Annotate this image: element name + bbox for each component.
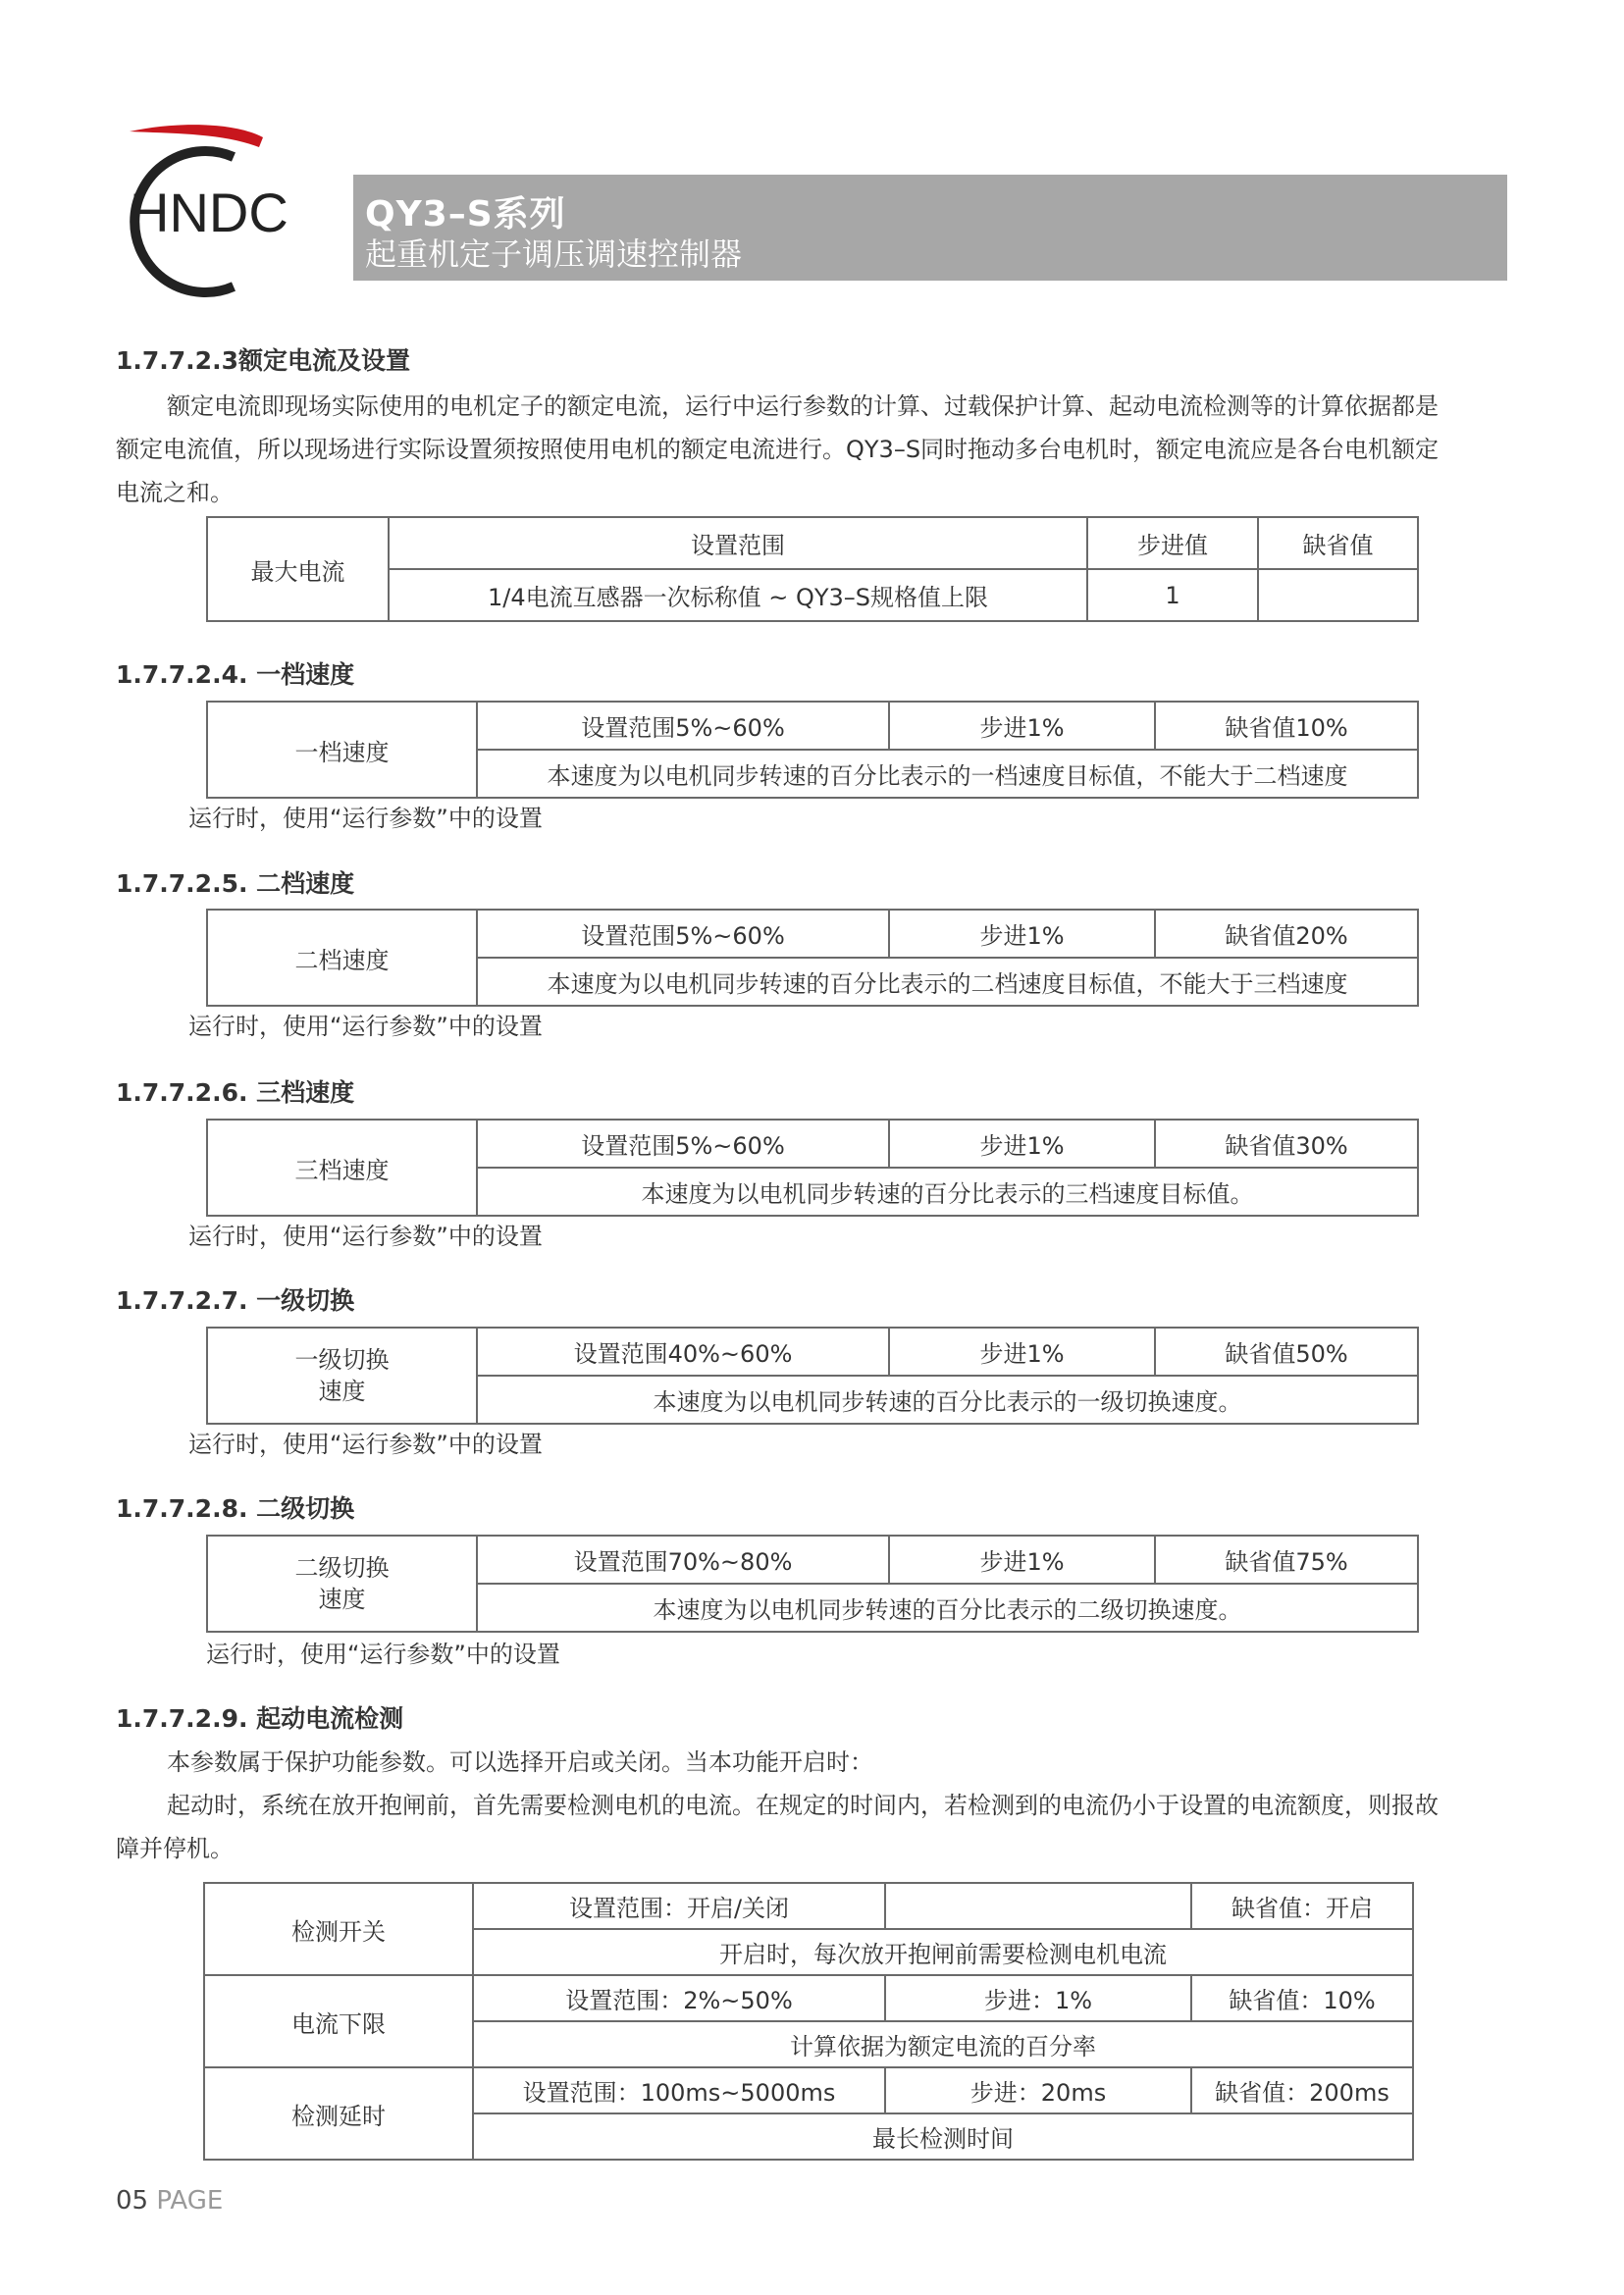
cell-default: 缺省值50% (1155, 1328, 1418, 1376)
cell-step (885, 1883, 1191, 1929)
row-label: 电流下限 (204, 1975, 473, 2067)
run-note: 运行时，使用“运行参数”中的设置 (188, 805, 543, 832)
heading-speed-2: 1.7.7.2.5. 二档速度 (116, 869, 355, 898)
start-current-table (203, 1882, 1414, 2161)
run-note: 运行时，使用“运行参数”中的设置 (206, 1641, 560, 1668)
run-note: 运行时，使用“运行参数”中的设置 (188, 1223, 543, 1250)
cell-description: 本速度为以电机同步转速的百分比表示的一档速度目标值，不能大于二档速度 (477, 750, 1418, 798)
cell-step: 1 (1087, 569, 1258, 621)
product-subtitle: 起重机定子调压调速控制器 (365, 235, 743, 273)
page-word: PAGE (156, 2186, 224, 2216)
cell-range: 1/4电流互感器一次标称值 ~ QY3–S规格值上限 (389, 569, 1087, 621)
switch-2-table (206, 1535, 1419, 1633)
paragraph-line: 额定电流即现场实际使用的电机定子的额定电流，运行中运行参数的计算、过载保护计算、起动电流检测等的计算依据都是 (167, 392, 1439, 420)
cell-step: 步进1% (889, 1120, 1155, 1168)
cell-step: 步进1% (889, 1536, 1155, 1584)
cell-range: 设置范围5%~60% (477, 702, 889, 750)
paragraph-line: 障并停机。 (116, 1835, 234, 1862)
cell-range: 设置范围5%~60% (477, 1120, 889, 1168)
row-label: 检测延时 (204, 2067, 473, 2160)
cell-description: 开启时，每次放开抱闸前需要检测电机电流 (473, 1929, 1413, 1975)
cell-description: 本速度为以电机同步转速的百分比表示的二档速度目标值，不能大于三档速度 (477, 958, 1418, 1006)
column-header: 步进值 (1087, 517, 1258, 569)
page-footer (116, 2186, 223, 2216)
column-header: 缺省值 (1258, 517, 1418, 569)
row-label (207, 1536, 477, 1632)
cell-description: 最长检测时间 (473, 2113, 1413, 2160)
label-line: 速度 (318, 1378, 366, 1405)
label-line: 二级切换 (294, 1554, 390, 1582)
row-label: 三档速度 (207, 1120, 477, 1216)
heading-start-current-detection: 1.7.7.2.9. 起动电流检测 (116, 1704, 404, 1733)
speed-2-table (206, 909, 1419, 1007)
cell-step: 步进：20ms (885, 2067, 1191, 2113)
cell-description: 本速度为以电机同步转速的百分比表示的二级切换速度。 (477, 1584, 1418, 1632)
column-header: 设置范围 (389, 517, 1087, 569)
speed-1-table (206, 701, 1419, 799)
rated-current-table (206, 516, 1419, 622)
cell-range: 设置范围5%~60% (477, 910, 889, 958)
cell-range: 设置范围：100ms~5000ms (473, 2067, 885, 2113)
heading-switch-2: 1.7.7.2.8. 二级切换 (116, 1494, 355, 1523)
cell-default (1258, 569, 1418, 621)
heading-switch-1: 1.7.7.2.7. 一级切换 (116, 1286, 355, 1315)
cell-default: 缺省值75% (1155, 1536, 1418, 1584)
label-line: 一级切换 (294, 1346, 390, 1374)
paragraph-line: 本参数属于保护功能参数。可以选择开启或关闭。当本功能开启时： (167, 1748, 873, 1776)
run-note: 运行时，使用“运行参数”中的设置 (188, 1431, 543, 1458)
cell-step: 步进：1% (885, 1975, 1191, 2021)
cell-default: 缺省值：200ms (1191, 2067, 1413, 2113)
row-label: 二档速度 (207, 910, 477, 1006)
cell-range: 设置范围：2%~50% (473, 1975, 885, 2021)
cell-description: 本速度为以电机同步转速的百分比表示的三档速度目标值。 (477, 1168, 1418, 1216)
title-banner (353, 175, 1507, 281)
cell-step: 步进1% (889, 702, 1155, 750)
speed-3-table (206, 1119, 1419, 1217)
cell-step: 步进1% (889, 1328, 1155, 1376)
cell-default: 缺省值10% (1155, 702, 1418, 750)
switch-1-table (206, 1327, 1419, 1425)
page-number: 05 (116, 2186, 149, 2216)
paragraph-line: 额定电流值，所以现场进行实际设置须按照使用电机的额定电流进行。QY3–S同时拖动多台电机时，额定电流应是各台电机额定 (116, 436, 1440, 463)
cell-default: 缺省值：10% (1191, 1975, 1413, 2021)
row-label: 最大电流 (207, 517, 389, 621)
cell-default: 缺省值20% (1155, 910, 1418, 958)
cell-range: 设置范围70%~80% (477, 1536, 889, 1584)
cell-range: 设置范围：开启/关闭 (473, 1883, 885, 1929)
heading-rated-current: 1.7.7.2.3额定电流及设置 (116, 346, 410, 375)
cell-description: 本速度为以电机同步转速的百分比表示的一级切换速度。 (477, 1376, 1418, 1424)
cell-default: 缺省值：开启 (1191, 1883, 1413, 1929)
row-label: 一档速度 (207, 702, 477, 798)
brand-text: HNDC (130, 182, 288, 243)
run-note: 运行时，使用“运行参数”中的设置 (188, 1013, 543, 1040)
series-title: QY3–S系列 (365, 194, 566, 235)
row-label (207, 1328, 477, 1424)
row-label: 检测开关 (204, 1883, 473, 1975)
hndc-logo (116, 118, 302, 304)
cell-range: 设置范围40%~60% (477, 1328, 889, 1376)
cell-step: 步进1% (889, 910, 1155, 958)
heading-speed-3: 1.7.7.2.6. 三档速度 (116, 1078, 355, 1107)
paragraph-line: 起动时，系统在放开抱闸前，首先需要检测电机的电流。在规定的时间内，若检测到的电流仍小于设置的电流额度，则报故 (167, 1792, 1439, 1819)
heading-speed-1: 1.7.7.2.4. 一档速度 (116, 660, 355, 689)
paragraph-line: 电流之和。 (116, 479, 234, 506)
cell-description: 计算依据为额定电流的百分率 (473, 2021, 1413, 2067)
label-line: 速度 (318, 1586, 366, 1613)
cell-default: 缺省值30% (1155, 1120, 1418, 1168)
